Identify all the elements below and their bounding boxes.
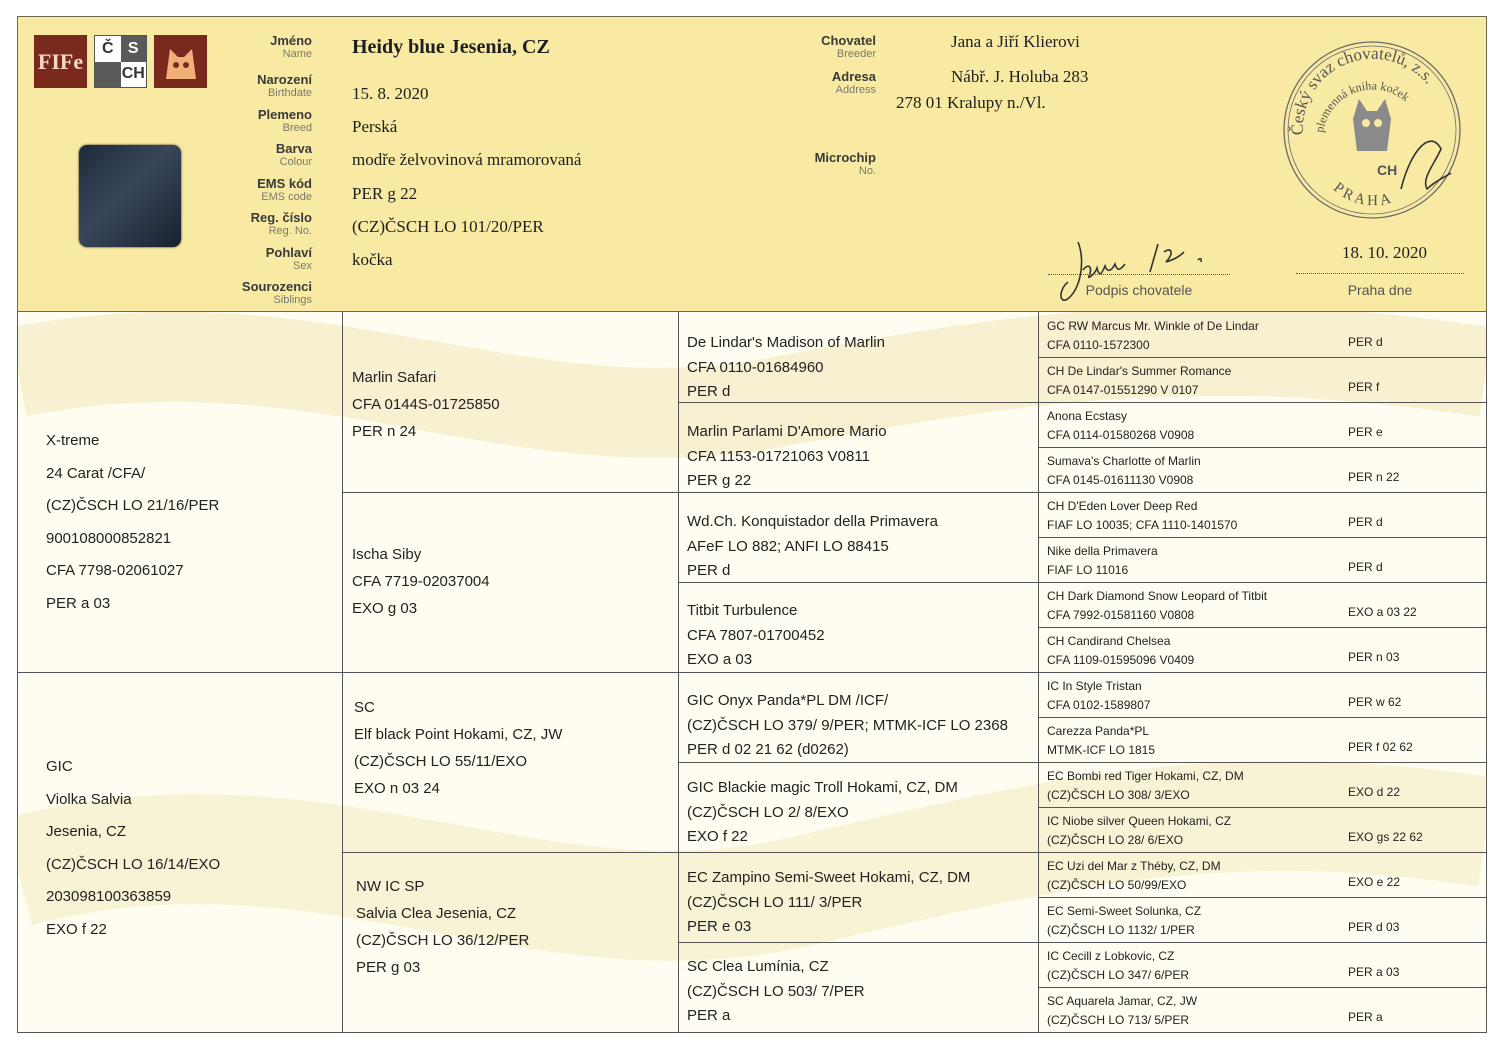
ancestor-name: CH De Lindar's Summer Romance (1047, 364, 1232, 378)
text-line: (CZ)ČSCH LO 36/12/PER (356, 932, 530, 949)
label-breed (152, 108, 312, 134)
ems-value: PER g 22 (352, 184, 418, 203)
text-line: EXO g 03 (352, 600, 418, 617)
great-grandparent (687, 776, 958, 850)
colour-value: modře želvovinová mramorovaná (352, 150, 582, 169)
divider (1038, 852, 1486, 853)
ancestor-ems: PER f 02 62 (1348, 740, 1413, 754)
ancestor-ems: PER d (1348, 335, 1383, 349)
text-line: Marlin Parlami D'Amore Mario (687, 423, 887, 440)
ancestor-name: CH Candirand Chelsea (1047, 634, 1171, 648)
grandparent (352, 541, 490, 622)
divider (1038, 627, 1486, 628)
ancestor-name: SC Aquarela Jamar, CZ, JW (1047, 994, 1198, 1008)
text-line: Ischa Siby (352, 546, 422, 563)
ancestor-name: EC Semi-Sweet Solunka, CZ (1047, 904, 1202, 918)
grandparent (352, 364, 500, 445)
text-line: NW IC SP (356, 878, 425, 895)
label-en: Address (835, 84, 876, 96)
text-line: CFA 7798-02061027 (46, 562, 184, 579)
ancestor-name: CH Dark Diamond Snow Leopard of Titbit (1047, 589, 1268, 603)
text-line: AFeF LO 882; ANFI LO 88415 (687, 537, 889, 555)
ancestor-reg: (CZ)ČSCH LO 308/ 3/EXO (1047, 788, 1190, 802)
label-en: Birthdate (267, 87, 312, 99)
divider (1038, 807, 1486, 808)
ancestor-name: Carezza Panda*PL (1047, 724, 1150, 738)
stamp-text-bottom: PRAHA (1330, 179, 1396, 210)
official-stamp (1281, 39, 1463, 221)
label-cz: Chovatel (821, 33, 876, 48)
ancestor-reg: (CZ)ČSCH LO 50/99/EXO (1047, 878, 1187, 892)
signature-line (1048, 274, 1230, 275)
stamp-text-mid: plemenná kniha koček (1312, 78, 1413, 134)
ancestor-reg: CFA 0114-01580268 V0908 (1047, 428, 1195, 442)
divider (1038, 537, 1486, 538)
divider (1038, 672, 1486, 673)
divider (678, 942, 1038, 943)
ancestor-reg: FIAF LO 10035; CFA 1110-1401570 (1047, 518, 1238, 532)
divider (1038, 987, 1486, 988)
ancestor-ems: PER f (1348, 380, 1380, 394)
address-line2: 278 01 Kralupy n./Vl. (896, 93, 1046, 112)
label-colour (152, 142, 312, 168)
ancestor-reg: FIAF LO 11016 (1047, 563, 1129, 577)
ancestor-ems: PER e (1348, 425, 1383, 439)
stamp-text-top: Český svaz chovatelů, z.s. (1287, 43, 1439, 136)
ancestor-name: Sumava's Charlotte of Marlin (1047, 454, 1201, 468)
label-cz: Plemeno (257, 107, 312, 122)
ancestor-name: IC Niobe silver Queen Hokami, CZ (1047, 814, 1232, 828)
text-line: EXO f 22 (46, 920, 107, 938)
great-grandparent (687, 866, 970, 940)
label-microchip (716, 151, 876, 177)
ancestor-ems: EXO a 03 22 (1348, 605, 1417, 619)
label-cz: Adresa (831, 69, 876, 84)
grandparent (354, 694, 562, 802)
breeder-value: Jana a Jiří Klierovi (951, 32, 1080, 51)
text-line: Titbit Turbulence (687, 602, 798, 619)
date-caption: Praha dne (1347, 282, 1413, 298)
parent-dam (46, 751, 220, 946)
text-line: SC (354, 699, 375, 716)
label-en: Breed (282, 122, 312, 134)
date-line (1296, 273, 1464, 274)
ancestor-reg: (CZ)ČSCH LO 347/ 6/PER (1047, 968, 1190, 982)
great-grandparent (687, 599, 825, 673)
text-line: EXO n 03 24 (354, 780, 440, 797)
csch-letter (95, 62, 121, 88)
great-great-grandparent (1047, 767, 1244, 805)
label-en: Siblings (273, 294, 312, 306)
text-line: EXO f 22 (687, 828, 748, 845)
ancestor-reg: (CZ)ČSCH LO 28/ 6/EXO (1047, 833, 1184, 847)
label-cz: Reg. číslo (250, 210, 312, 225)
svg-text:PRAHA (1330, 180, 1395, 210)
signature-caption: Podpis chovatele (1085, 282, 1193, 298)
text-line: (CZ)ČSCH LO 2/ 8/EXO (687, 803, 849, 821)
text-line: Salvia Clea Jesenia, CZ (356, 905, 517, 922)
label-en: Sex (293, 260, 312, 272)
cat-name: Heidy blue Jesenia, CZ (352, 36, 550, 58)
divider (1038, 582, 1486, 583)
text-line: PER a 03 (46, 594, 111, 612)
great-great-grandparent (1047, 452, 1201, 490)
csch-letter: Č (101, 39, 114, 57)
label-cz: Microchip (814, 150, 876, 165)
grandparent (356, 873, 529, 981)
label-ems (152, 177, 312, 203)
pedigree-certificate (17, 16, 1487, 1034)
sex-value: kočka (352, 250, 393, 269)
ancestor-ems: PER w 62 (1348, 695, 1402, 709)
text-line: Elf black Point Hokami, CZ, JW (354, 726, 563, 743)
label-breeder (716, 34, 876, 60)
great-great-grandparent (1047, 722, 1155, 760)
parent-sire (46, 425, 219, 620)
ancestor-name: EC Bombi red Tiger Hokami, CZ, DM (1047, 769, 1244, 783)
ancestor-name: EC Uzi del Mar z Théby, CZ, DM (1047, 859, 1221, 873)
great-great-grandparent (1047, 632, 1194, 670)
ancestor-reg: (CZ)ČSCH LO 1132/ 1/PER (1047, 923, 1195, 937)
text-line: CFA 1153-01721063 V0811 (687, 447, 870, 465)
fife-logo-text: FIFe (37, 48, 84, 74)
text-line: Violka Salvia (46, 790, 132, 808)
ancestor-reg: CFA 0147-01551290 V 0107 (1047, 383, 1199, 397)
text-line: (CZ)ČSCH LO 111/ 3/PER (687, 893, 863, 911)
text-line: SC Clea Lumínia, CZ (687, 958, 829, 975)
text-line: Wd.Ch. Konquistador della Primavera (687, 513, 938, 530)
text-line: 24 Carat /CFA/ (46, 464, 146, 482)
great-great-grandparent (1047, 542, 1158, 580)
text-line: CFA 0110-01684960 (687, 358, 824, 376)
great-grandparent (687, 510, 938, 584)
text-line: X-treme (46, 432, 100, 449)
label-en: No. (858, 165, 876, 177)
text-line: CFA 7719-02037004 (352, 573, 490, 590)
great-grandparent (687, 420, 887, 494)
label-en: Reg. No. (268, 225, 312, 237)
label-en: Colour (279, 156, 312, 168)
label-cz: Sourozenci (241, 279, 312, 294)
divider (1038, 942, 1486, 943)
csch-logo (94, 35, 147, 88)
ancestor-ems: PER d (1348, 515, 1383, 529)
ancestor-reg: CFA 0102-1589807 (1047, 698, 1151, 712)
divider (1038, 897, 1486, 898)
label-siblings (152, 280, 312, 306)
address-line1: Nábř. J. Holuba 283 (951, 67, 1089, 86)
ancestor-name: CH D'Eden Lover Deep Red (1047, 499, 1198, 513)
text-line: De Lindar's Madison of Marlin (687, 334, 885, 351)
text-line: 203098100363859 (46, 888, 172, 905)
label-cz: Barva (275, 141, 312, 156)
text-line: 900108000852821 (46, 529, 172, 547)
text-line: CFA 0144S-01725850 (352, 396, 500, 413)
label-name (152, 34, 312, 60)
divider (342, 492, 678, 493)
text-line: EXO a 03 (687, 651, 753, 668)
ancestor-reg: CFA 0145-01611130 V0908 (1047, 473, 1194, 487)
csch-letter: S (121, 36, 147, 62)
fife-logo (34, 35, 87, 88)
divider (1038, 762, 1486, 763)
great-grandparent (687, 955, 865, 1029)
text-line: Marlin Safari (352, 369, 437, 386)
label-sex (152, 246, 312, 272)
label-en: Name (282, 48, 312, 60)
great-great-grandparent (1047, 947, 1189, 985)
birthdate-value: 15. 8. 2020 (352, 84, 429, 103)
ancestor-name: Nike della Primavera (1047, 544, 1158, 558)
date-value: 18. 10. 2020 (1342, 243, 1427, 262)
ancestor-ems: EXO gs 22 62 (1348, 830, 1423, 844)
ancestor-ems: PER a 03 (1348, 965, 1400, 979)
text-line: PER d 02 21 62 (d0262) (687, 741, 849, 758)
great-great-grandparent (1047, 857, 1221, 895)
divider (1038, 357, 1486, 358)
great-great-grandparent (1047, 587, 1267, 625)
great-grandparent (687, 689, 1008, 763)
text-line: GIC Onyx Panda*PL DM /ICF/ (687, 692, 889, 709)
ancestor-ems: EXO e 22 (1348, 875, 1401, 889)
text-line: PER g 22 (687, 472, 752, 489)
text-line: (CZ)ČSCH LO 379/ 9/PER; MTMK-ICF LO 2368 (687, 716, 1008, 734)
stamp-corner-text: CH (1377, 162, 1398, 178)
divider (1038, 492, 1486, 493)
great-great-grandparent (1047, 992, 1197, 1030)
breed-value: Perská (352, 117, 398, 136)
text-line: PER e 03 (687, 918, 752, 935)
ancestor-reg: CFA 0110-1572300 (1047, 338, 1150, 352)
label-en: Breeder (836, 48, 876, 60)
great-great-grandparent (1047, 677, 1150, 715)
ancestor-reg: (CZ)ČSCH LO 713/ 5/PER (1047, 1013, 1190, 1027)
text-line: PER n 24 (352, 423, 417, 440)
pedigree-tree (17, 312, 1487, 1033)
ancestor-ems: PER n 22 (1348, 470, 1400, 484)
text-line: (CZ)ČSCH LO 503/ 7/PER (687, 982, 865, 1000)
great-great-grandparent (1047, 317, 1259, 355)
text-line: PER d (687, 383, 731, 400)
ancestor-ems: PER d 03 (1348, 920, 1400, 934)
ancestor-ems: EXO d 22 (1348, 785, 1401, 799)
divider (18, 672, 678, 673)
text-line: PER g 03 (356, 959, 421, 976)
ancestor-name: IC In Style Tristan (1047, 679, 1142, 693)
reg-no-value: (CZ)ČSCH LO 101/20/PER (352, 217, 544, 236)
great-great-grandparent (1047, 497, 1237, 535)
great-great-grandparent (1047, 902, 1201, 940)
great-grandparent (687, 331, 885, 405)
divider (1038, 402, 1486, 403)
divider (342, 852, 678, 853)
label-cz: Pohlaví (265, 245, 312, 260)
ancestor-ems: PER d (1348, 560, 1383, 574)
label-cz: EMS kód (257, 176, 312, 191)
label-en: EMS code (261, 191, 312, 203)
text-line: (CZ)ČSCH LO 21/16/PER (46, 497, 220, 514)
label-address (716, 70, 876, 96)
divider (1038, 717, 1486, 718)
ancestor-ems: PER n 03 (1348, 650, 1400, 664)
ancestor-reg: CFA 1109-01595096 V0409 (1047, 653, 1195, 667)
ancestor-name: Anona Ecstasy (1047, 409, 1128, 423)
stamp-cat-icon (1353, 99, 1391, 151)
great-great-grandparent (1047, 812, 1231, 850)
text-line: (CZ)ČSCH LO 55/11/EXO (354, 753, 528, 770)
divider (678, 852, 1038, 853)
label-reg-no (152, 211, 312, 237)
text-line: EC Zampino Semi-Sweet Hokami, CZ, DM (687, 869, 971, 886)
label-birthdate (152, 73, 312, 99)
certificate-header (17, 16, 1487, 312)
text-line: (CZ)ČSCH LO 16/14/EXO (46, 855, 221, 873)
label-cz: Jméno (270, 33, 312, 48)
ancestor-ems: PER a (1348, 1010, 1383, 1024)
ancestor-name: IC Cecill z Lobkovic, CZ (1047, 949, 1175, 963)
great-great-grandparent (1047, 362, 1231, 400)
text-line: CFA 7807-01700452 (687, 626, 825, 644)
text-line: GIC Blackie magic Troll Hokami, CZ, DM (687, 779, 958, 796)
text-line: Jesenia, CZ (46, 823, 127, 840)
divider (1038, 447, 1486, 448)
csch-letter: CH (121, 65, 145, 83)
ancestor-reg: CFA 7992-01581160 V0808 (1047, 608, 1195, 622)
text-line: GIC (46, 758, 73, 775)
text-line: PER d (687, 562, 731, 579)
text-line: PER a (687, 1007, 731, 1024)
ancestor-name: GC RW Marcus Mr. Winkle of De Lindar (1047, 319, 1259, 333)
label-cz: Narození (257, 72, 312, 87)
ancestor-reg: MTMK-ICF LO 1815 (1047, 743, 1156, 757)
great-great-grandparent (1047, 407, 1194, 445)
